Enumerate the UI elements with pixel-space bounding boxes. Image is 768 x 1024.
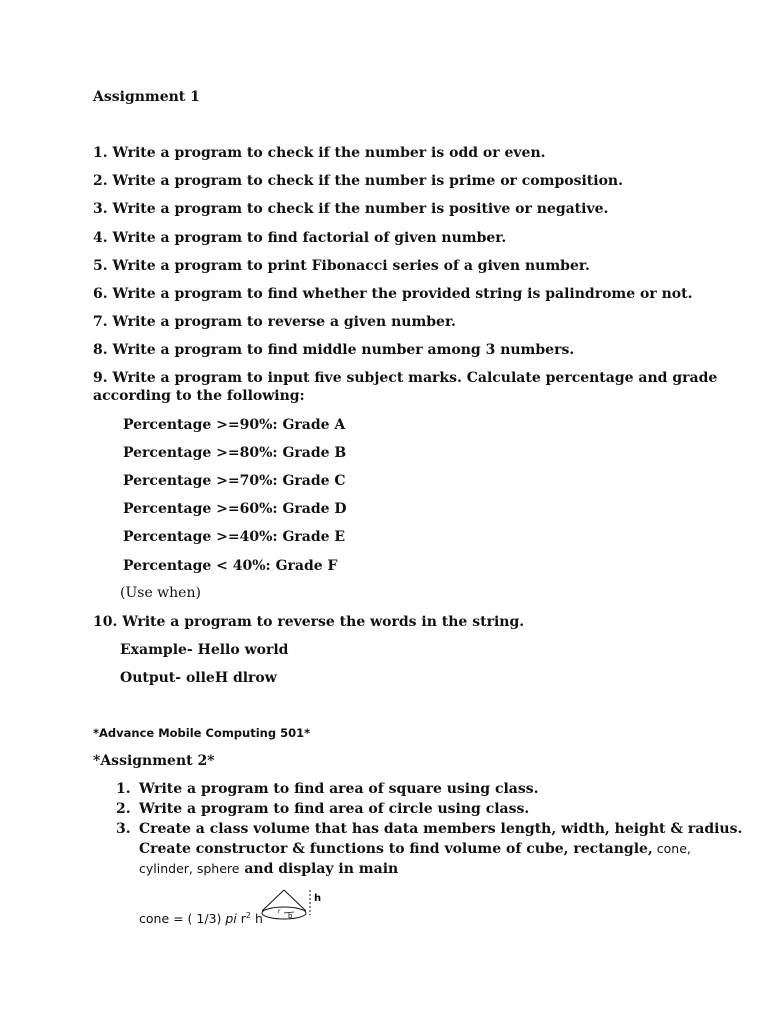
example-line: Example- Hello world: [120, 642, 289, 658]
assignment1-title: Assignment 1: [93, 89, 200, 105]
grade-f: Percentage < 40%: Grade F: [123, 558, 338, 574]
question-2: 2. Write a program to check if the number is prime or composition.: [93, 173, 623, 189]
question-10: 10. Write a program to reverse the words in the string.: [93, 614, 525, 630]
item3-line3-bold: and display in main: [239, 861, 399, 877]
question-8: 8. Write a program to find middle number among 3 numbers.: [93, 342, 575, 358]
item3-line3-normal: cylinder, sphere: [139, 861, 240, 876]
question-1: 1. Write a program to check if the number is odd or even.: [93, 145, 546, 161]
question-9-line1: 9. Write a program to input five subject marks. Calculate percentage and grade: [93, 370, 718, 386]
assignment2-title: *Assignment 2*: [93, 753, 215, 769]
question-6: 6. Write a program to find whether the provided string is palindrome or not.: [93, 286, 693, 302]
formula-exponent: 2: [245, 911, 252, 920]
question-3: 3. Write a program to check if the number is positive or negative.: [93, 201, 609, 217]
output-line: Output- olleH dlrow: [120, 670, 277, 686]
question-9-line2: according to the following:: [93, 388, 305, 404]
assignment2-item-1: Write a program to find area of square using class.: [139, 781, 539, 797]
question-5: 5. Write a program to print Fibonacci series of a given number.: [93, 258, 590, 274]
formula-h: h: [251, 911, 263, 927]
item3-line2-bold: Create constructor & functions to find volume of cube, rectangle,: [139, 841, 653, 857]
item3-line2-normal: cone,: [652, 841, 691, 856]
grade-b: Percentage >=80%: Grade B: [123, 445, 347, 461]
assignment2-item-3-line2: [139, 840, 691, 858]
course-title: *Advance Mobile Computing 501*: [93, 726, 311, 740]
list-number-2: 2.: [116, 801, 131, 817]
formula-prefix: cone = ( 1/3): [139, 911, 226, 927]
grade-a: Percentage >=90%: Grade A: [123, 417, 346, 433]
grade-c: Percentage >=70%: Grade C: [123, 473, 346, 489]
use-when-note: (Use when): [120, 585, 201, 601]
assignment2-item-3: Create a class volume that has data members length, width, height & radius.: [139, 821, 743, 837]
assignment2-item-2: Write a program to find area of circle using class.: [139, 801, 530, 817]
formula-r: r: [236, 911, 246, 927]
cone-base-label: b: [288, 912, 293, 920]
question-4: 4. Write a program to find factorial of given number.: [93, 230, 507, 246]
list-number-3: 3.: [116, 821, 131, 837]
cone-height-label: h: [314, 893, 322, 904]
list-number-1: 1.: [116, 781, 131, 797]
formula-pi: pi: [225, 911, 237, 927]
grade-d: Percentage >=60%: Grade D: [123, 501, 347, 517]
cone-diagram-icon: [256, 887, 336, 929]
assignment2-item-3-line3: [139, 860, 398, 878]
cone-radius-label: r: [278, 908, 281, 915]
grade-e: Percentage >=40%: Grade E: [123, 529, 346, 545]
cone-formula: [139, 911, 263, 926]
question-7: 7. Write a program to reverse a given number.: [93, 314, 456, 330]
